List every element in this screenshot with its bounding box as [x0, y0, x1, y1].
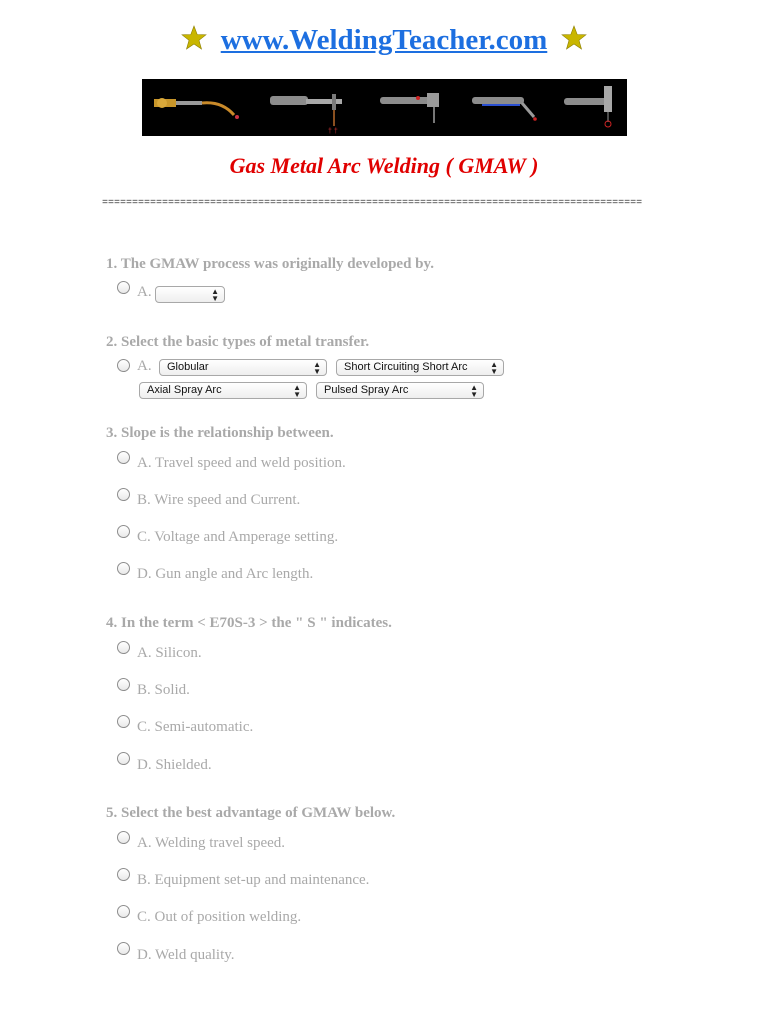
q5-option-c-radio[interactable]: [117, 905, 130, 918]
torch-icon: [380, 93, 439, 123]
q5-option-d-label: D. Weld quality.: [137, 947, 235, 963]
q2-select-2-value: Short Circuiting Short Arc: [344, 361, 468, 373]
page-title: Gas Metal Arc Welding ( GMAW ): [229, 153, 539, 178]
q2-select-1-value: Globular: [167, 361, 209, 373]
torch-icon: [270, 94, 342, 135]
q1-answer-select[interactable]: [155, 286, 225, 303]
welding-torches-image: [142, 79, 627, 136]
q2-option-a-label: A.: [137, 358, 152, 374]
q4-option-a-label: A. Silicon.: [137, 645, 202, 661]
q2-select-1[interactable]: [159, 359, 327, 376]
q5-option-b-radio[interactable]: [117, 868, 130, 881]
torch-icon: [472, 97, 537, 121]
site-header: [0, 24, 768, 57]
q5-option-d-radio[interactable]: [117, 942, 130, 955]
question-1-title: 1. The GMAW process was originally developed by.: [106, 256, 434, 272]
q5-option-a-radio[interactable]: [117, 831, 130, 844]
star-icon: [561, 25, 587, 51]
q2-select-2[interactable]: [336, 359, 504, 376]
q3-option-b-radio[interactable]: [117, 488, 130, 501]
q3-option-a-radio[interactable]: [117, 451, 130, 464]
question-4-title: 4. In the term < E70S-3 > the " S " indicates.: [106, 615, 392, 631]
q2-select-4[interactable]: [316, 382, 484, 399]
q2-select-3-value: Axial Spray Arc: [147, 384, 222, 396]
torch-icon: [564, 86, 612, 127]
select-arrows-icon: ▲ ▼: [490, 360, 498, 376]
q4-option-b-label: B. Solid.: [137, 682, 190, 698]
q5-option-c-label: C. Out of position welding.: [137, 909, 302, 925]
select-arrows-icon: ▲ ▼: [211, 287, 219, 303]
q5-option-b-label: B. Equipment set-up and maintenance.: [137, 872, 370, 888]
q4-option-c-label: C. Semi-automatic.: [137, 719, 254, 735]
question-2-title: 2. Select the basic types of metal transfer.: [106, 334, 370, 350]
q3-option-c-label: C. Voltage and Amperage setting.: [137, 529, 339, 545]
q4-option-d-label: D. Shielded.: [137, 757, 212, 773]
question-3-title: 3. Slope is the relationship between.: [106, 425, 334, 441]
star-icon: [181, 25, 207, 51]
q5-option-a-label: A. Welding travel speed.: [137, 835, 286, 851]
q1-option-a-label: A.: [137, 284, 152, 300]
question-5-title: 5. Select the best advantage of GMAW below.: [106, 805, 396, 821]
q3-option-c-radio[interactable]: [117, 525, 130, 538]
q3-option-b-label: B. Wire speed and Current.: [137, 492, 301, 508]
select-arrows-icon: ▲ ▼: [293, 383, 301, 399]
q4-option-a-radio[interactable]: [117, 641, 130, 654]
q4-option-d-radio[interactable]: [117, 752, 130, 765]
select-arrows-icon: ▲ ▼: [470, 383, 478, 399]
divider-line: ==========================================================================================: [102, 198, 643, 209]
svg-text:† †: † †: [328, 128, 338, 135]
select-arrows-icon: ▲ ▼: [313, 360, 321, 376]
q2-option-a-radio[interactable]: [117, 359, 130, 372]
q4-option-c-radio[interactable]: [117, 715, 130, 728]
q1-option-a-radio[interactable]: [117, 281, 130, 294]
welding-torches-banner: [142, 79, 627, 136]
torch-icon: [154, 98, 239, 119]
q3-option-d-label: D. Gun angle and Arc length.: [137, 566, 314, 582]
q2-select-3[interactable]: [139, 382, 307, 399]
site-link[interactable]: www.WeldingTeacher.com: [220, 24, 548, 56]
q4-option-b-radio[interactable]: [117, 678, 130, 691]
q3-option-d-radio[interactable]: [117, 562, 130, 575]
q2-select-4-value: Pulsed Spray Arc: [324, 384, 409, 396]
q3-option-a-label: A. Travel speed and weld position.: [137, 455, 346, 471]
